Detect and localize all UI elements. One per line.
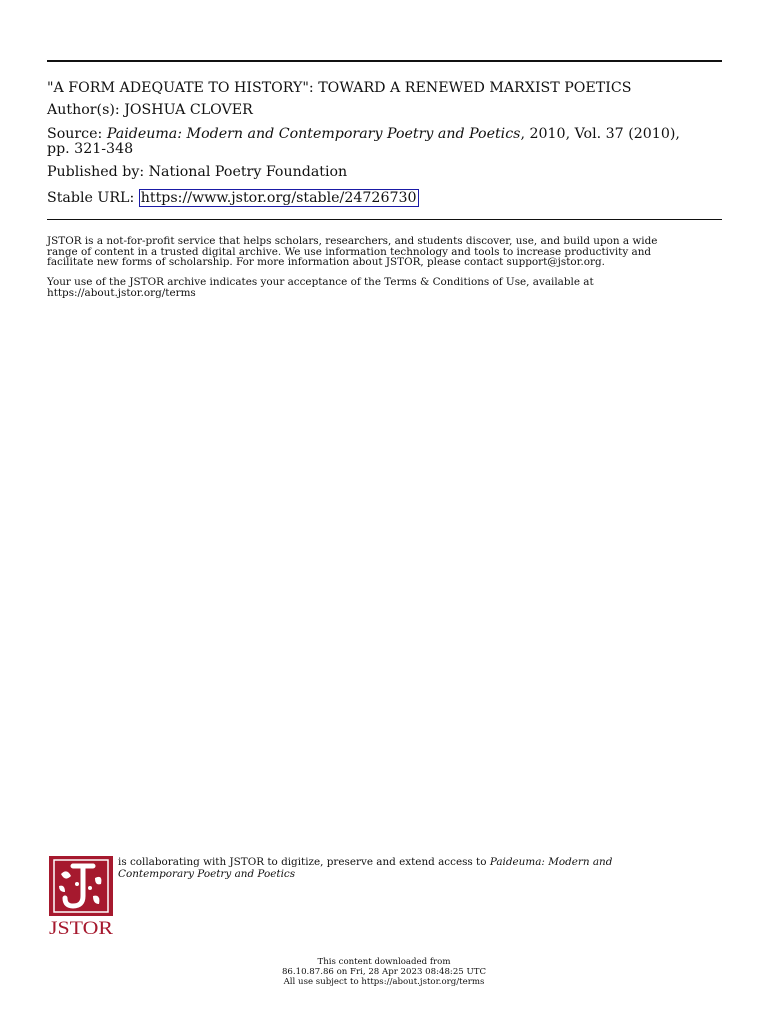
notice-line: facilitate new forms of scholarship. For more information about JSTOR, please contact support@jstor.org.	[47, 256, 605, 268]
source-label: Source:	[47, 126, 103, 142]
footer-line-3: All use subject to https://about.jstor.org/terms	[283, 977, 485, 987]
source-journal[interactable]: Paideuma: Modern and Contemporary Poetry and Poetics	[106, 126, 521, 142]
article-title	[47, 80, 631, 97]
collab-journal-2[interactable]: Contemporary Poetry and Poetics	[118, 868, 296, 880]
author-label: Author(s):	[47, 102, 120, 118]
publisher-name: National Poetry Foundation	[148, 164, 348, 180]
top-rule	[47, 60, 722, 62]
publisher-line	[47, 164, 347, 181]
source-pages-line	[47, 141, 133, 158]
title-text: "A FORM ADEQUATE TO HISTORY": TOWARD A RENEWED MARXIST POETICS	[47, 80, 632, 96]
author-line	[47, 102, 253, 119]
source-details: , 2010, Vol. 37 (2010),	[520, 126, 680, 142]
notice-line: JSTOR is a not-for-profit service that helps scholars, researchers, and students discover, use, and build upon a wide	[47, 235, 658, 247]
collaboration-note	[118, 856, 728, 880]
middle-rule	[47, 219, 722, 220]
collab-text: is collaborating with JSTOR to digitize, preserve and extend access to	[118, 856, 487, 868]
stable-url-label: Stable URL:	[47, 190, 135, 206]
jstor-logo[interactable]	[49, 856, 113, 936]
published-label: Published by:	[47, 164, 145, 180]
jstor-notice	[47, 236, 722, 268]
notice-line: range of content in a trusted digital archive. We use information technology and tools to increase productivity and	[47, 245, 652, 258]
stable-url-line	[47, 190, 419, 207]
author-name: JOSHUA CLOVER	[124, 102, 253, 118]
jstor-wordmark: JSTOR	[49, 918, 113, 936]
collab-journal-1[interactable]: Paideuma: Modern and	[489, 856, 613, 868]
download-footer	[0, 957, 768, 987]
footer-line-1: This content downloaded from	[317, 957, 451, 967]
terms-notice	[47, 277, 722, 298]
footer-line-2: 86.10.87.86 on Fri, 28 Apr 2023 08:48:25 UTC	[281, 967, 487, 977]
terms-link[interactable]: https://about.jstor.org/terms	[47, 286, 196, 299]
stable-url-link[interactable]: https://www.jstor.org/stable/24726730	[140, 190, 417, 206]
source-line	[47, 126, 680, 143]
jstor-logo-icon	[49, 856, 113, 936]
terms-line: Your use of the JSTOR archive indicates your acceptance of the Terms & Conditions of Use, available at	[47, 276, 594, 288]
source-pages: pp. 321-348	[47, 141, 134, 157]
